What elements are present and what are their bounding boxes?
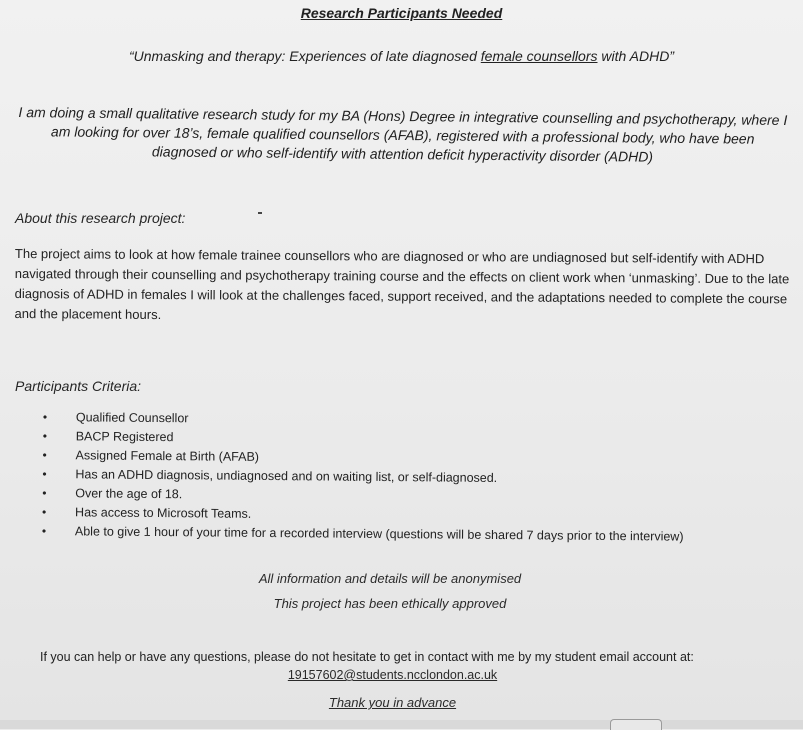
bullet-icon: • (42, 429, 48, 444)
anonymity-note: All information and details will be anonymised (258, 571, 522, 586)
bullet-icon: • (42, 448, 47, 463)
intro-paragraph: I am doing a small qualitative research study for my BA (Hons) Degree in integrative counselling and psychotherapy, where I am looking for over 18’s, female qualified counsellors (AFAB), registered with a professional body, who have been diagnosed or who self-identify with attention deficit hyperactivity disorder (ADHD) (18, 104, 788, 165)
email-link[interactable]: 19157602@students.ncclondon.ac.uk (287, 668, 498, 682)
speck-mark (258, 212, 262, 214)
bullet-icon: • (42, 505, 47, 520)
contact-text: If you can help or have any questions, please do not hesitate to get in contact with me by my student email account at: (40, 650, 694, 664)
document-title: Research Participants Needed (300, 5, 503, 21)
thanks-text: Thank you in advance (328, 695, 457, 710)
criteria-item-label: BACP Registered (75, 429, 174, 445)
criteria-item-label: Qualified Counsellor (75, 410, 189, 426)
criteria-item-label: Able to give 1 hour of your time for a recorded interview (questions will be shared 7 days prior to the interview) (74, 524, 684, 544)
study-title-underlined: female counsellors (480, 48, 598, 64)
bullet-icon: • (42, 486, 47, 501)
criteria-list (39, 408, 780, 547)
study-title (0, 48, 803, 64)
ethics-note: This project has been ethically approved (273, 596, 507, 611)
bullet-icon: • (42, 467, 47, 482)
study-title-start: “Unmasking and therapy: Experiences of late diagnosed (129, 48, 481, 64)
bottom-tab-edge (610, 719, 662, 730)
criteria-heading: Participants Criteria: (15, 378, 142, 394)
criteria-item-label: Has access to Microsoft Teams. (75, 505, 252, 521)
criteria-item-label: Has an ADHD diagnosis, undiagnosed and on waiting list, or self-diagnosed. (75, 467, 498, 485)
about-paragraph: The project aims to look at how female trainee counsellors who are diagnosed or who are undiagnosed but self-identify with ADHD navigated through their counselling and psychotherapy training course and the effects on client work when ‘unmasking’. Due to the late diagnosis of ADHD in females I will look at the challenges faced, support received, and the adaptations needed to complete the course and the placement hours. (14, 245, 790, 323)
about-heading: About this research project: (15, 210, 186, 226)
criteria-item-label: Over the age of 18. (75, 486, 183, 502)
criteria-item-label: Assigned Female at Birth (AFAB) (75, 448, 260, 464)
bottom-edge (0, 720, 803, 729)
bullet-icon: • (41, 524, 47, 539)
study-title-end: with ADHD” (597, 48, 674, 64)
bullet-icon: • (42, 410, 48, 425)
